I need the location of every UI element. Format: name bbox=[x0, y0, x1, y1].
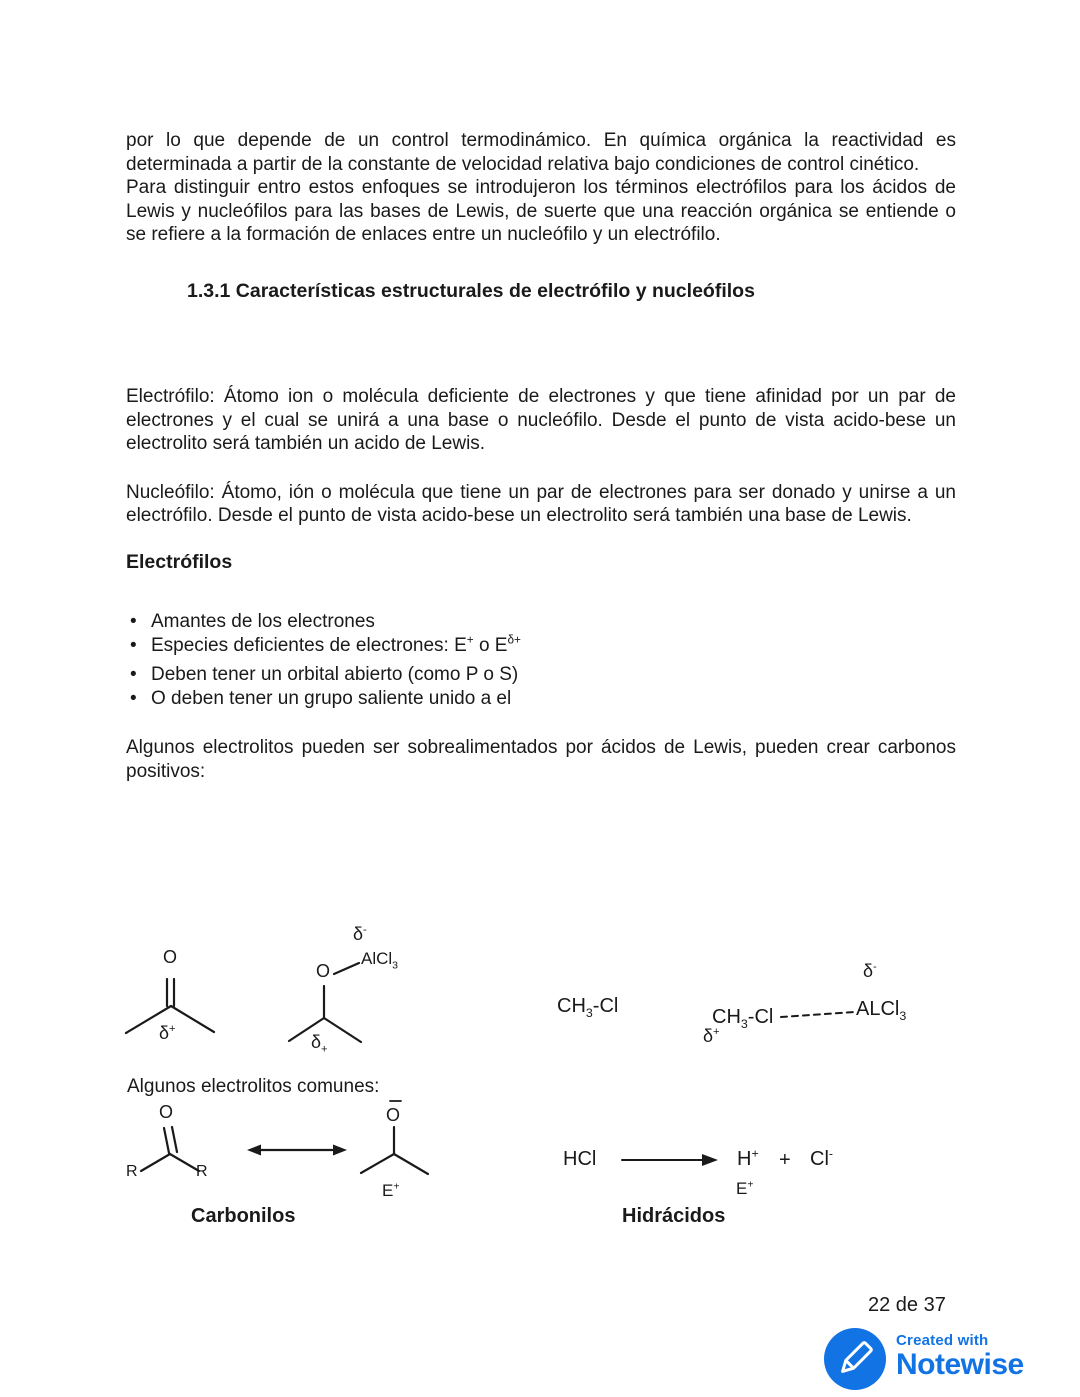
alcl3-formula: AlCl$_3$ bbox=[361, 949, 399, 972]
paragraph-distinguir-enfoques: Para distinguir entro estos enfoques se introdujeron los términos electrófilos para los ácidos de Lewis y nucleófilos para las bases de Lewis, de suerte que una reacción orgánica se entiende o se refiere a la formación de enlaces entre un nucleófilo y un electrófilo. bbox=[126, 177, 956, 245]
bullet-item-grupo-saliente bbox=[126, 687, 956, 711]
bullet-list bbox=[126, 610, 956, 711]
bullet-text: Amantes de los electrones bbox=[151, 611, 375, 632]
delta-plus-label: δ+ bbox=[159, 1023, 176, 1043]
ch3cl-formula: $CH_3-Cl$ bbox=[557, 995, 619, 1020]
page-number: 22 de 37 bbox=[868, 1294, 946, 1316]
delta-plus-label: $\delta_+$ bbox=[311, 1032, 328, 1056]
text-content bbox=[126, 129, 956, 783]
r-group-label: R bbox=[196, 1163, 208, 1180]
paragraph-control-termodinamico: por lo que depende de un control termodinámico. En química orgánica la reactividad es determinada a partir de la constante de velocidad relativa bajo condiciones de control cinético. bbox=[126, 130, 956, 175]
caption-electrolitos-comunes: Algunos electrolitos comunes: bbox=[127, 1076, 380, 1097]
paragraph-nucleofilo-definicion: Nucleófilo: Átomo, ión o molécula que tiene un par de electrones para ser donado y unirse a un electrófilo. Desde el punto de vista acido-bese un electrolito será también una base de Lewis. bbox=[126, 481, 956, 526]
ch3cl-formula: $CH_3-Cl$ bbox=[712, 1006, 774, 1031]
delta-plus-label: δ+ bbox=[703, 1026, 720, 1046]
bullet-text: Deben tener un orbital abierto (como P o S) bbox=[151, 664, 519, 685]
oxygen-anion-label: O bbox=[386, 1105, 401, 1125]
figure-label-carbonilos: Carbonilos bbox=[191, 1205, 296, 1227]
r-group-label: R bbox=[126, 1163, 138, 1180]
bond-lines-diagram bbox=[0, 900, 1080, 1240]
alcl3-formula: ALCl$_3$ bbox=[856, 998, 907, 1023]
e-plus-label: E+ bbox=[736, 1178, 754, 1198]
logo-text bbox=[896, 1328, 1024, 1382]
e-plus-label: E+ bbox=[382, 1180, 400, 1200]
bullet-item-amantes bbox=[126, 610, 956, 634]
oxygen-atom-label: O bbox=[159, 1102, 174, 1122]
bullet-marker: • bbox=[130, 635, 137, 656]
pencil-icon bbox=[824, 1328, 886, 1390]
bullet-marker: • bbox=[130, 664, 137, 685]
bullet-marker: • bbox=[130, 688, 137, 709]
cl-minus-label: Cl- bbox=[810, 1146, 834, 1170]
paragraph-electrofilo-definicion: Electrófilo: Átomo ion o molécula deficiente de electrones y que tiene afinidad por un par de electrones y el cual se unirá a una base o nucleófilo. Desde el punto de vista acido-bese un electrolito será también un acido de Lewis. bbox=[126, 386, 956, 454]
bullet-marker: • bbox=[130, 611, 137, 632]
delta-minus-label: δ- bbox=[863, 961, 877, 981]
paragraph-electrolitos-sobrealimentados: Algunos electrolitos pueden ser sobrealimentados por ácidos de Lewis, pueden crear carbonos positivos: bbox=[126, 737, 956, 782]
logo-created-with: Created with bbox=[896, 1332, 989, 1349]
subheading-electrofilos: Electrófilos bbox=[126, 550, 233, 573]
plus-sign: + bbox=[779, 1149, 791, 1171]
bullet-item-orbital bbox=[126, 663, 956, 687]
bullet-text: O deben tener un grupo saliente unido a el bbox=[151, 688, 512, 709]
logo-brand-name: Notewise bbox=[896, 1348, 1024, 1381]
delta-minus-label: δ- bbox=[353, 924, 367, 944]
oxygen-atom-label: O bbox=[316, 961, 331, 981]
notewise-logo bbox=[824, 1328, 1024, 1390]
bullet-item-especies bbox=[126, 634, 956, 658]
bullet-text: Especies deficientes de electrones: E+ o $E^{\delta+}$ bbox=[151, 633, 521, 656]
oxygen-atom-label: O bbox=[163, 947, 178, 967]
chemistry-figures bbox=[0, 900, 1080, 1240]
h-plus-label: H+ bbox=[737, 1146, 759, 1170]
hcl-formula: HCl bbox=[563, 1148, 597, 1170]
section-heading: 1.3.1 Características estructurales de electrófilo y nucleófilos bbox=[187, 279, 755, 302]
figure-label-hidracidos: Hidrácidos bbox=[622, 1205, 726, 1227]
